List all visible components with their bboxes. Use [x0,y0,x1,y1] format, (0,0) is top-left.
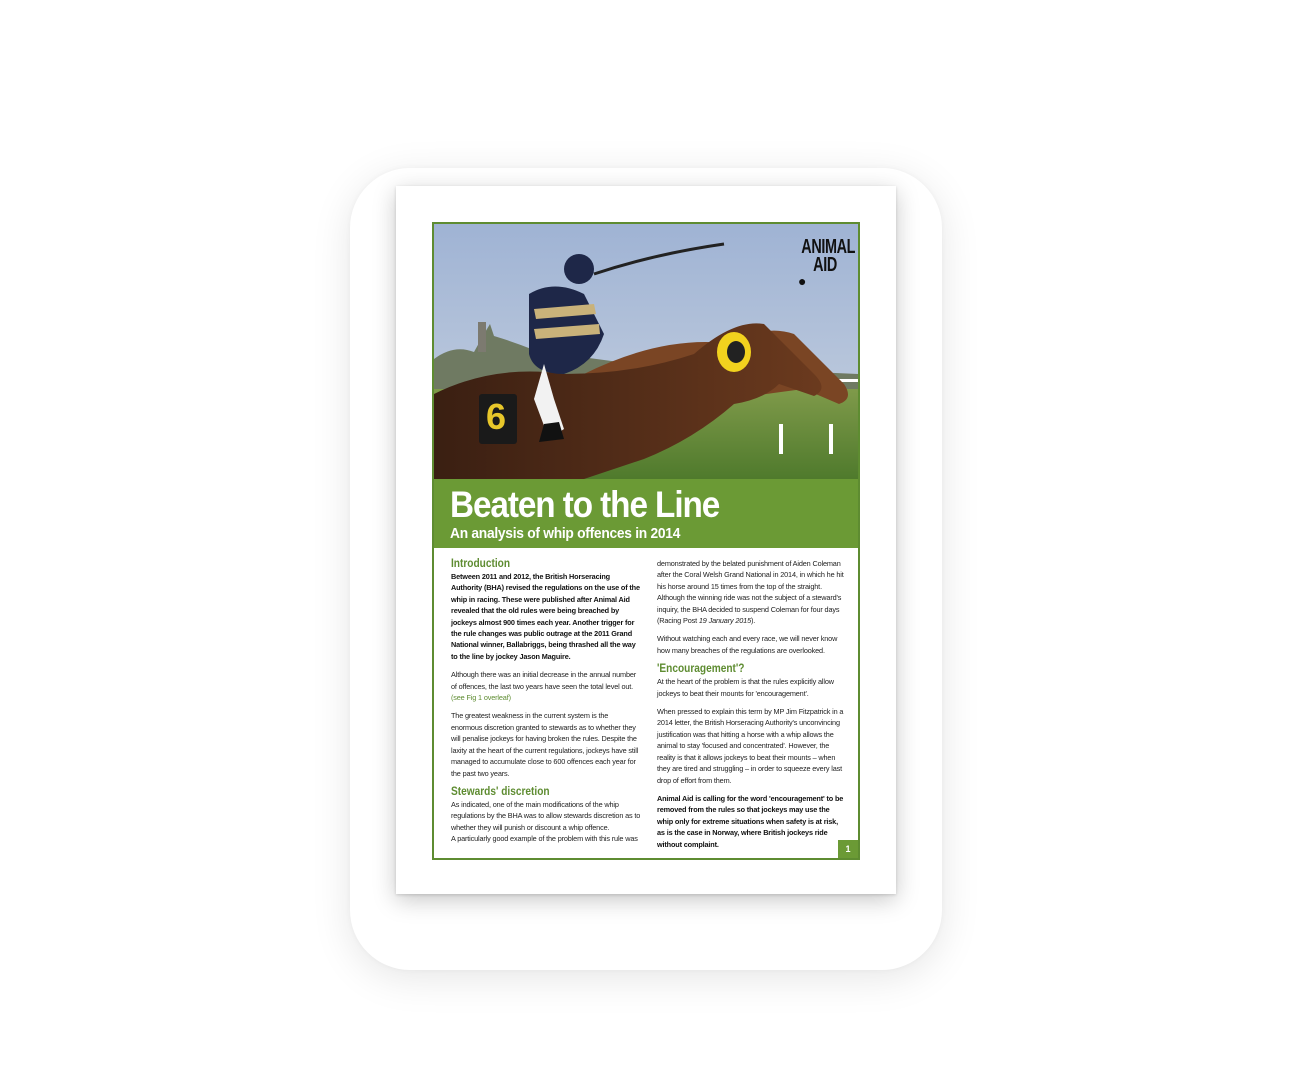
coleman-paragraph [657,558,847,626]
call-to-action-paragraph: Animal Aid is calling for the word 'encouragement' to be removed from the rules so that jockeys may use the whip only for extreme situations when safety is at risk, as is the case in Norway, where British jockeys ride without complaint. [657,793,844,849]
example-paragraph: A particularly good example of the problem with this rule was [451,834,638,844]
offences-text: Although there was an initial decrease in the annual number of offences, the last two years have seen the total level out. [451,670,637,691]
page-frame [432,222,860,860]
coleman-citation-date: 19 January 2015 [698,616,751,626]
encouragement-paragraph: At the heart of the problem is that the rules explicitly allow jockeys to beat their mounts for 'encouragement'. [657,677,834,698]
right-column [657,558,847,857]
title-band [434,479,858,548]
fitzpatrick-paragraph: When pressed to explain this term by MP Jim Fitzpatrick in a 2014 letter, the British Horseracing Authority's unconvincing justification was that hitting a horse with a whip allows the animal to stay 'focused and concentrated'. However, the reality is that it allows jockeys to beat their mounts – when they are tired and struggling – in order to squeeze every last drop of effort from them. [657,707,844,785]
document-page [396,186,896,894]
figure-reference-link[interactable]: (see Fig 1 overleaf) [451,693,511,703]
stewards-paragraph: As indicated, one of the main modifications of the whip regulations by the BHA was to allow stewards discretion as to whether they will punish or discount a whip offence. [451,799,641,832]
intro-paragraph: Between 2011 and 2012, the British Horseracing Authority (BHA) revised the regulations on the use of the whip in racing. These were published after Animal Aid revealed that the old rules were being breached by jockeys almost 900 times each year. Another trigger for the rule changes was public outrage at the 2011 Grand National winner, Ballabriggs, being thrashed all the way to the line by jockey Jason Maguire. [451,572,640,661]
page-subtitle: An analysis of whip offences in 2014 [450,525,681,542]
animal-silhouette-icon: ● [798,273,806,289]
encouragement-heading: 'Encouragement'? [657,663,745,676]
introduction-heading: Introduction [451,558,511,570]
logo-line-1: ANIMAL [801,236,856,258]
coleman-text-end: ). [751,616,756,626]
stewards-heading: Stewards' discretion [451,785,550,798]
logo-line-2: AID [813,254,837,276]
page-number: 1 [838,840,858,858]
saddle-cloth-number: 6 [486,396,507,437]
coleman-text: demonstrated by the belated punishment of Aiden Coleman after the Coral Welsh Grand National in 2014, in which he hit his horse around 15 times from the top of the straight. Although the winning ride was not the subject of a steward's inquiry, the BHA decided to suspend Coleman for four days (Racing Post [657,559,844,626]
cover-photo [434,224,858,479]
left-column [451,558,641,845]
page-title: Beaten to the Line [450,484,720,525]
offences-paragraph [451,669,641,703]
weakness-paragraph: The greatest weakness in the current system is the enormous discretion granted to stewards as to whether they will penalise jockeys for having broken the rules. Despite the laxity at the heart of the current regulations, jockeys have still managed to accumulate close to 600 offences each year for the past two years. [451,711,639,778]
animal-aid-logo [794,236,856,289]
overlooked-paragraph: Without watching each and every race, we will never know how many breaches of the regulations are overlooked. [657,634,838,655]
